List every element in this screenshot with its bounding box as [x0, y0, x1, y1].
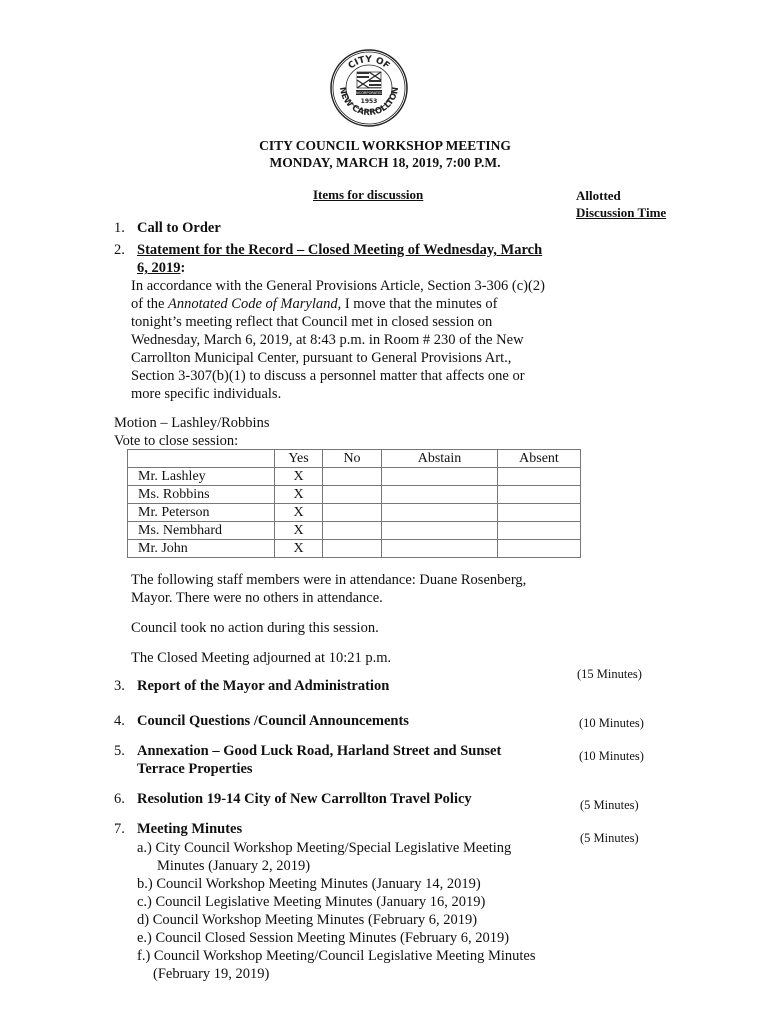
vote-cell	[498, 468, 581, 486]
staff-attendance	[131, 571, 576, 607]
vote-cell	[382, 540, 498, 558]
seal-bottom-text: NEW CARROLLTON	[336, 86, 402, 119]
statement-line: tonight’s meeting reflect that Council met in closed session on	[131, 314, 493, 330]
vote-cell	[498, 504, 581, 522]
vote-table	[127, 449, 581, 558]
table-row	[128, 486, 581, 504]
vote-cell	[323, 540, 382, 558]
seal-year-text: 1953	[360, 98, 378, 105]
item-6-time: (5 Minutes)	[580, 798, 639, 812]
allotted-label: Allotted	[576, 188, 621, 203]
vote-cell	[498, 522, 581, 540]
item-4-time: (10 Minutes)	[579, 716, 644, 730]
item-2-title-date: 6, 2019	[137, 260, 181, 276]
item-4-title: Council Questions /Council Announcements	[137, 713, 409, 729]
item-2-number: 2.	[114, 242, 125, 258]
statement-text: I move that the minutes of	[341, 296, 498, 312]
item-3-title: Report of the Mayor and Administration	[137, 678, 390, 694]
item-1-title: Call to Order	[137, 220, 221, 236]
member-name: Mr. Lashley	[128, 468, 275, 486]
item-5-title-line2: Terrace Properties	[137, 761, 253, 777]
item-2-title-colon: :	[180, 260, 186, 276]
allotted-time-heading	[576, 187, 666, 221]
discussion-time-label: Discussion Time	[576, 205, 667, 220]
item-7-title: Meeting Minutes	[137, 821, 243, 837]
items-for-discussion-heading: Items for discussion	[313, 187, 424, 202]
item-5-number: 5.	[114, 743, 125, 759]
vote-cell: X	[275, 540, 323, 558]
list-item: Minutes (January 2, 2019)	[157, 858, 311, 874]
seal-top-text: CITY OF	[346, 54, 392, 72]
statement-line: Carrollton Municipal Center, pursuant to General Provisions Art.,	[131, 350, 512, 366]
item-4-number: 4.	[114, 713, 125, 729]
table-row	[128, 522, 581, 540]
vote-cell	[382, 468, 498, 486]
vote-cell	[323, 522, 382, 540]
vote-cell	[382, 504, 498, 522]
vote-cell	[323, 504, 382, 522]
seal-incorporated-text: INCORPORATED	[354, 91, 384, 95]
member-name: Mr. John	[128, 540, 275, 558]
vote-header-cell: Abstain	[382, 450, 498, 468]
adjourned-text: The Closed Meeting adjourned at 10:21 p.m.	[131, 650, 392, 666]
statement-italic-text: Annotated Code of Maryland,	[168, 296, 342, 312]
vote-cell: X	[275, 486, 323, 504]
statement-line: Section 3-307(b)(1) to discuss a personnel matter that affects one or	[131, 368, 525, 384]
item-3-number: 3.	[114, 678, 125, 694]
member-name: Ms. Robbins	[128, 486, 275, 504]
staff-line: Mayor. There were no others in attendance.	[131, 590, 383, 606]
member-name: Ms. Nembhard	[128, 522, 275, 540]
table-row	[128, 504, 581, 522]
statement-line: more specific individuals.	[131, 386, 282, 402]
item-6-number: 6.	[114, 791, 125, 807]
list-item: c.) Council Legislative Meeting Minutes (January 16, 2019)	[137, 894, 486, 910]
item-7-time: (5 Minutes)	[580, 831, 639, 845]
staff-line: The following staff members were in attendance: Duane Rosenberg,	[131, 572, 527, 588]
table-row	[128, 540, 581, 558]
item-2-title-line2	[137, 260, 185, 277]
list-item: b.) Council Workshop Meeting Minutes (January 14, 2019)	[137, 876, 481, 892]
vote-cell: X	[275, 522, 323, 540]
meeting-minutes-list	[137, 839, 567, 983]
item-5-time: (10 Minutes)	[579, 749, 644, 763]
vote-header-cell: No	[323, 450, 382, 468]
list-item: a.) City Council Workshop Meeting/Special Legislative Meeting	[137, 840, 512, 856]
list-item: d) Council Workshop Meeting Minutes (February 6, 2019)	[137, 912, 478, 928]
vote-cell	[498, 540, 581, 558]
item-5-title-line1: Annexation – Good Luck Road, Harland Street and Sunset	[137, 743, 502, 759]
statement-line: In accordance with the General Provisions Article, Section 3-306 (c)(2)	[131, 278, 545, 294]
vote-header-cell: Yes	[275, 450, 323, 468]
list-item: f.) Council Workshop Meeting/Council Legislative Meeting Minutes	[137, 948, 536, 964]
no-action-text: Council took no action during this session.	[131, 620, 379, 636]
vote-header-cell	[128, 450, 275, 468]
vote-table-header	[128, 450, 581, 468]
list-item: (February 19, 2019)	[153, 966, 270, 982]
vote-cell	[382, 486, 498, 504]
city-seal-logo	[329, 48, 409, 128]
item-2-title-line1: Statement for the Record – Closed Meeting of Wednesday, March	[137, 242, 543, 258]
vote-cell: X	[275, 504, 323, 522]
statement-line: Wednesday, March 6, 2019, at 8:43 p.m. in Room # 230 of the New	[131, 332, 524, 348]
item-3-time: (15 Minutes)	[577, 667, 642, 681]
vote-cell	[498, 486, 581, 504]
item-7-number: 7.	[114, 821, 125, 837]
statement-text: of the	[131, 296, 169, 312]
meeting-date: MONDAY, MARCH 18, 2019, 7:00 P.M.	[269, 155, 501, 170]
vote-cell	[382, 522, 498, 540]
table-row	[128, 468, 581, 486]
maryland-flag-icon	[357, 72, 381, 88]
vote-header-cell: Absent	[498, 450, 581, 468]
member-name: Mr. Peterson	[128, 504, 275, 522]
motion-text: Motion – Lashley/Robbins	[114, 415, 270, 431]
vote-label: Vote to close session:	[114, 433, 239, 449]
item-1-number: 1.	[114, 220, 125, 236]
statement-line	[131, 295, 576, 313]
vote-cell	[323, 486, 382, 504]
meeting-title: CITY COUNCIL WORKSHOP MEETING	[259, 138, 511, 153]
vote-cell	[323, 468, 382, 486]
vote-cell: X	[275, 468, 323, 486]
item-6-title: Resolution 19-14 City of New Carrollton Travel Policy	[137, 791, 472, 807]
closed-session-statement	[131, 277, 576, 403]
list-item: e.) Council Closed Session Meeting Minutes (February 6, 2019)	[137, 930, 510, 946]
